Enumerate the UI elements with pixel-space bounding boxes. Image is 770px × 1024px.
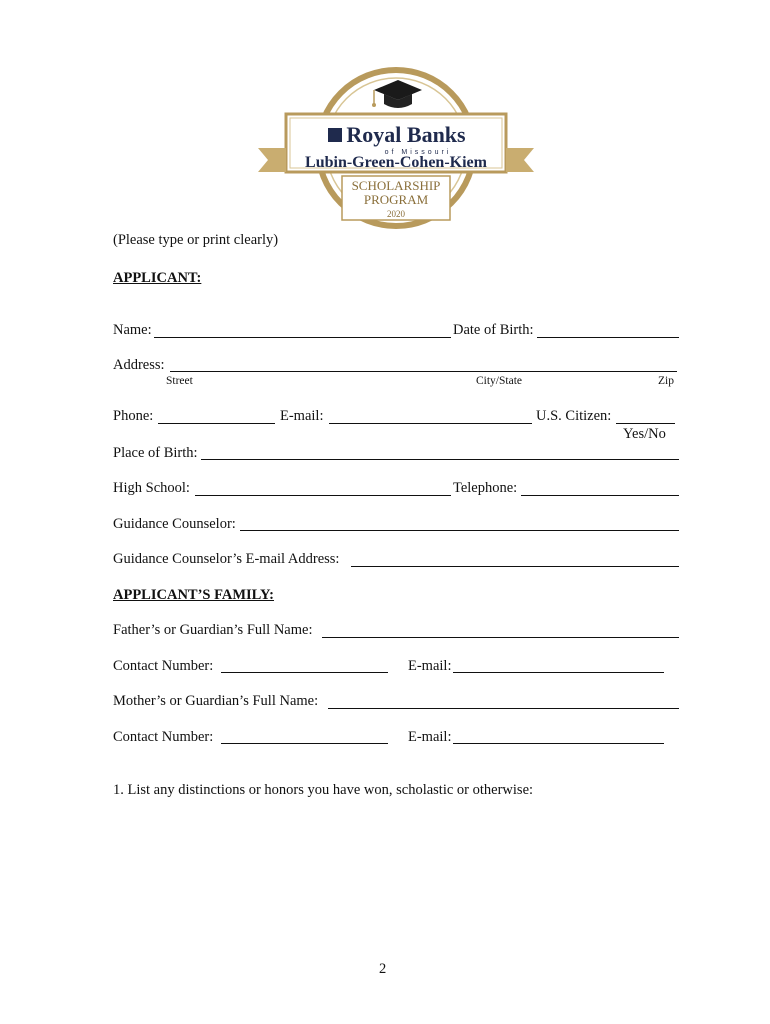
address-label: Address: bbox=[113, 357, 165, 373]
father-email-label: E-mail: bbox=[408, 658, 452, 674]
citizen-line bbox=[616, 423, 675, 424]
telephone-label: Telephone: bbox=[453, 480, 518, 496]
yes-no-label: Yes/No bbox=[623, 426, 666, 442]
mother-email-field[interactable] bbox=[455, 727, 662, 743]
counselor-label: Guidance Counselor: bbox=[113, 516, 236, 532]
scholarship-logo bbox=[258, 66, 534, 231]
logo-bank-sub: of Missouri bbox=[384, 149, 452, 156]
logo-scholarship-line1: SCHOLARSHIP bbox=[351, 178, 441, 193]
address-line bbox=[170, 371, 677, 372]
father-label: Father’s or Guardian’s Full Name: bbox=[113, 622, 313, 638]
father-name-field[interactable] bbox=[324, 621, 677, 637]
father-line bbox=[322, 637, 679, 638]
logo-scholarship-line2: PROGRAM bbox=[363, 192, 429, 207]
place-of-birth-field[interactable] bbox=[203, 443, 677, 459]
counselor-email-field[interactable] bbox=[353, 550, 677, 566]
counselor-email-line bbox=[351, 566, 679, 567]
dob-line bbox=[537, 337, 679, 338]
citizen-label: U.S. Citizen: bbox=[536, 408, 612, 424]
question-1: 1. List any distinctions or honors you have won, scholastic or otherwise: bbox=[113, 782, 534, 798]
distinctions-answer-field[interactable] bbox=[113, 806, 683, 950]
city-state-label: City/State bbox=[476, 375, 522, 387]
mother-name-field[interactable] bbox=[330, 692, 677, 708]
instruction-text: (Please type or print clearly) bbox=[113, 232, 279, 248]
mother-contact-line bbox=[221, 743, 388, 744]
telephone-field[interactable] bbox=[523, 479, 677, 495]
father-contact-field[interactable] bbox=[223, 656, 386, 672]
zip-label: Zip bbox=[658, 375, 674, 387]
phone-field[interactable] bbox=[160, 407, 273, 423]
address-field[interactable] bbox=[172, 355, 675, 371]
email-field[interactable] bbox=[331, 407, 530, 423]
mother-contact-field[interactable] bbox=[223, 727, 386, 743]
counselor-line bbox=[240, 530, 679, 531]
name-field[interactable] bbox=[156, 321, 449, 337]
mother-line bbox=[328, 708, 679, 709]
email-line bbox=[329, 423, 532, 424]
mother-email-line bbox=[453, 743, 664, 744]
father-contact-line bbox=[221, 672, 388, 673]
mother-label: Mother’s or Guardian’s Full Name: bbox=[113, 693, 319, 709]
dob-label: Date of Birth: bbox=[453, 322, 534, 338]
logo-program-name: Lubin-Green-Cohen-Kiem bbox=[305, 154, 487, 171]
street-label: Street bbox=[166, 375, 193, 387]
counselor-email-label: Guidance Counselor’s E-mail Address: bbox=[113, 551, 340, 567]
logo-bank-name: Royal Banks bbox=[346, 122, 466, 147]
high-school-line bbox=[195, 495, 451, 496]
mother-email-label: E-mail: bbox=[408, 729, 452, 745]
name-label: Name: bbox=[113, 322, 152, 338]
counselor-field[interactable] bbox=[242, 514, 677, 530]
graduation-cap-icon bbox=[372, 80, 422, 108]
phone-label: Phone: bbox=[113, 408, 154, 424]
citizen-field[interactable] bbox=[618, 407, 673, 423]
mother-contact-label: Contact Number: bbox=[113, 729, 214, 745]
phone-line bbox=[158, 423, 275, 424]
logo-year: 2020 bbox=[387, 209, 405, 219]
applicant-heading: APPLICANT: bbox=[113, 270, 202, 286]
dob-field[interactable] bbox=[539, 321, 677, 337]
telephone-line bbox=[521, 495, 679, 496]
high-school-label: High School: bbox=[113, 480, 190, 496]
father-email-line bbox=[453, 672, 664, 673]
father-contact-label: Contact Number: bbox=[113, 658, 214, 674]
father-email-field[interactable] bbox=[455, 656, 662, 672]
place-of-birth-line bbox=[201, 459, 679, 460]
family-heading: APPLICANT’S FAMILY: bbox=[113, 587, 274, 603]
name-line bbox=[154, 337, 451, 338]
page-number: 2 bbox=[379, 961, 387, 977]
place-of-birth-label: Place of Birth: bbox=[113, 445, 198, 461]
email-label: E-mail: bbox=[280, 408, 324, 424]
high-school-field[interactable] bbox=[197, 479, 449, 495]
